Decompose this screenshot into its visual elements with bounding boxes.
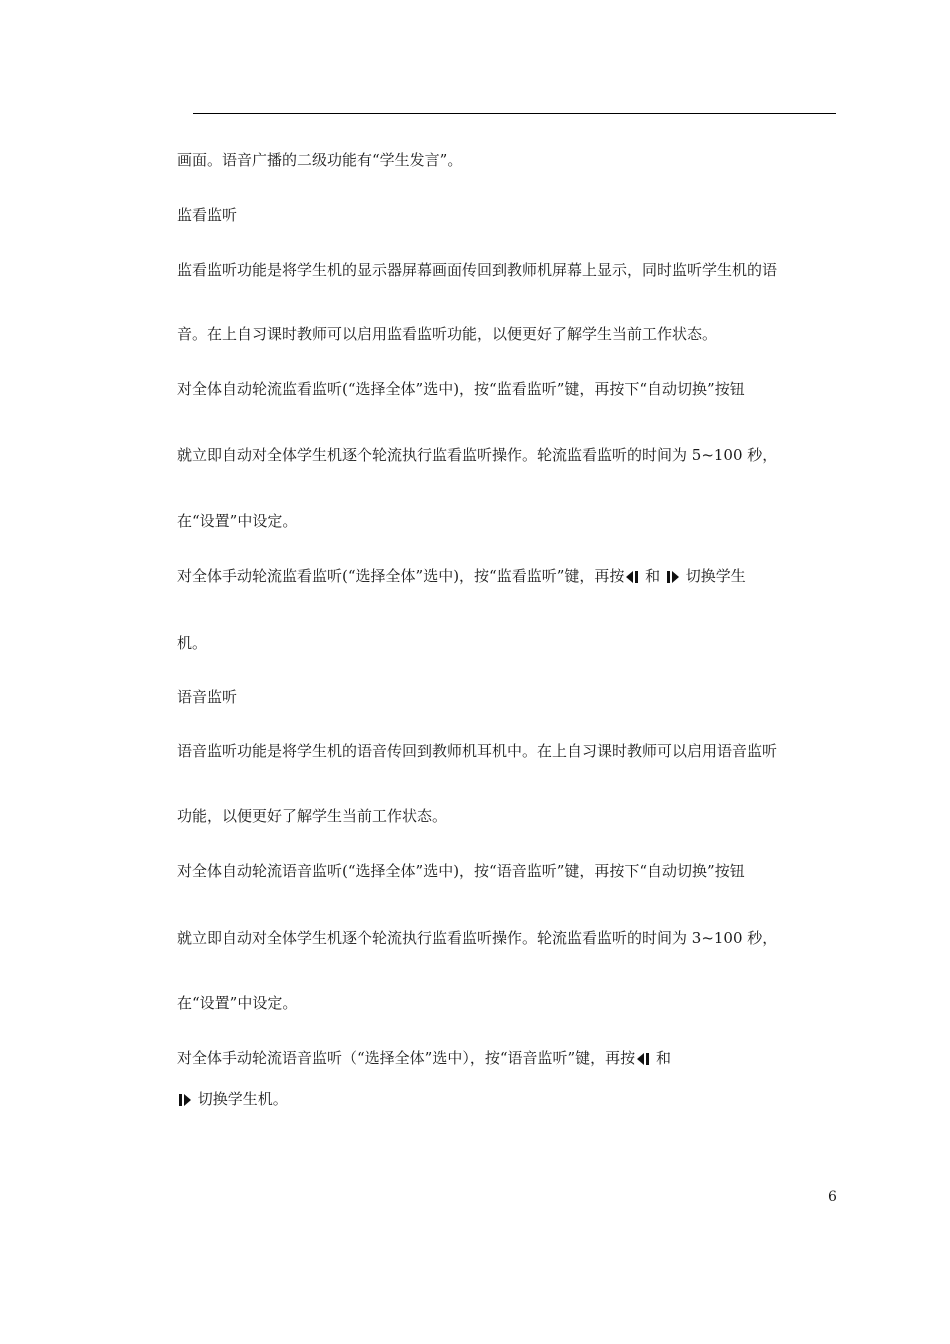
paragraph-line: 就立即自动对全体学生机逐个轮流执行监看监听操作。轮流监看监听的时间为 5~100 秒， xyxy=(177,446,778,464)
paragraph-line xyxy=(177,1089,288,1109)
text-segment: 切换学生机。 xyxy=(193,1090,288,1108)
text-segment: 对全体手动轮流监看监听(“选择全体”选中)，按“监看监听”键，再按 xyxy=(177,567,625,585)
paragraph-line: 在“设置”中设定。 xyxy=(177,994,298,1012)
next-button-icon xyxy=(178,1094,192,1106)
paragraph-line: 音。在上自习课时教师可以启用监看监听功能，以便更好了解学生当前工作状态。 xyxy=(177,325,718,343)
paragraph-line: 在“设置”中设定。 xyxy=(177,512,298,530)
text-segment: 和 xyxy=(651,1049,671,1067)
paragraph-line: 功能，以便更好了解学生当前工作状态。 xyxy=(177,807,448,825)
paragraph-line xyxy=(177,1048,671,1068)
text-segment: 切换学生 xyxy=(680,567,746,585)
text-segment: 对全体手动轮流语音监听（“选择全体”选中），按“语音监听”键，再按 xyxy=(177,1049,636,1067)
previous-button-icon xyxy=(625,571,639,583)
page-number: 6 xyxy=(828,1189,837,1205)
paragraph-line: 对全体自动轮流语音监听(“选择全体”选中)，按“语音监听”键，再按下“自动切换”按钮 xyxy=(177,862,745,880)
next-button-icon xyxy=(666,571,680,583)
paragraph-line: 画面。语音广播的二级功能有“学生发言”。 xyxy=(177,151,463,169)
paragraph-line: 对全体自动轮流监看监听(“选择全体”选中)，按“监看监听”键，再按下“自动切换”按钮 xyxy=(177,380,745,398)
text-segment: 和 xyxy=(640,567,665,585)
header-rule xyxy=(193,113,836,114)
paragraph-line: 就立即自动对全体学生机逐个轮流执行监看监听操作。轮流监看监听的时间为 3~100 秒， xyxy=(177,929,778,947)
paragraph-line xyxy=(177,566,746,586)
paragraph-line: 监看监听功能是将学生机的显示器屏幕画面传回到教师机屏幕上显示，同时监听学生机的语 xyxy=(177,261,778,279)
paragraph-line: 语音监听功能是将学生机的语音传回到教师机耳机中。在上自习课时教师可以启用语音监听 xyxy=(177,742,778,760)
section-heading-audio: 语音监听 xyxy=(177,688,238,706)
section-heading-monitor: 监看监听 xyxy=(177,206,238,224)
previous-button-icon xyxy=(636,1053,650,1065)
paragraph-line: 机。 xyxy=(177,634,208,652)
